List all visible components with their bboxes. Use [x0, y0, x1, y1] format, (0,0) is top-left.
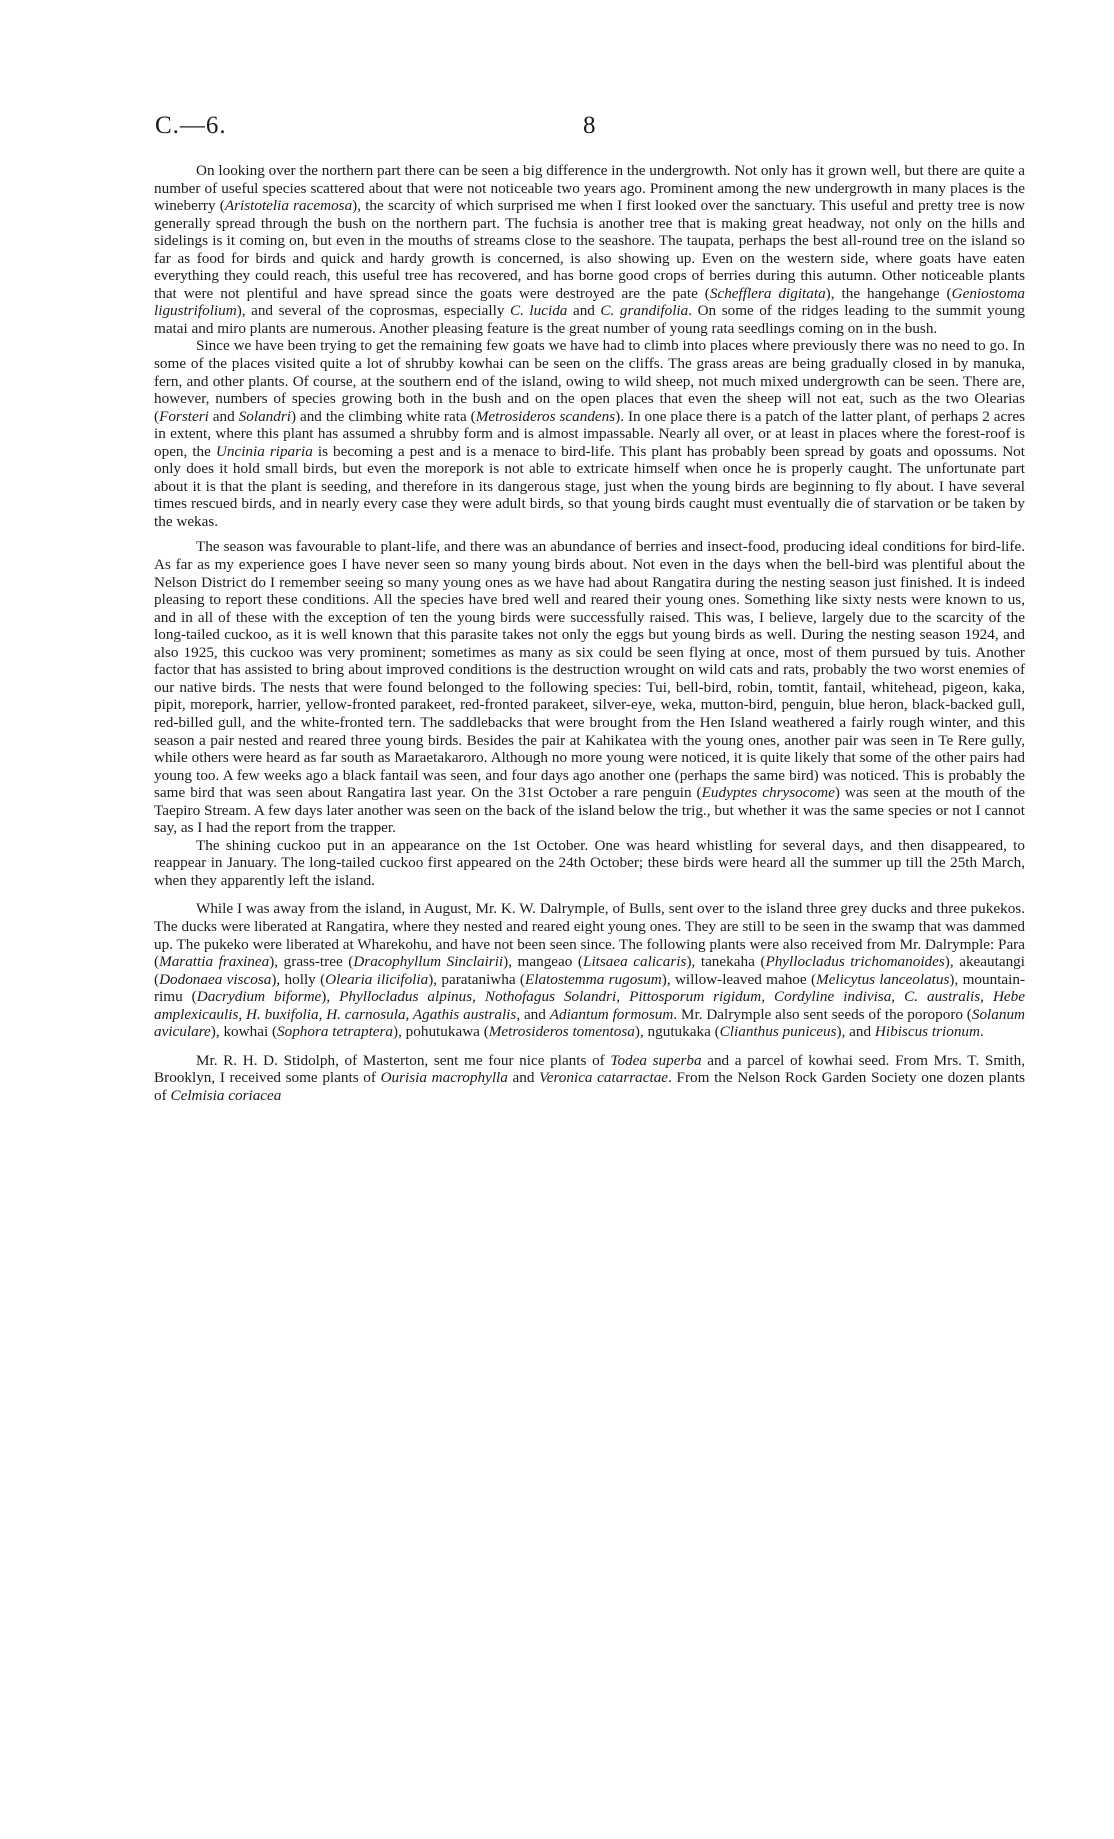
paragraph [154, 900, 1025, 1040]
italic-text: Phyllocladus trichomanoides [765, 953, 945, 971]
text-run: , and [516, 1005, 550, 1023]
text-run: . From the Nelson Rock Garden Society one dozen plants of [154, 1069, 1025, 1104]
text-run: ), ngutukaka ( [634, 1023, 720, 1041]
italic-text: Metrosideros scandens [475, 407, 616, 425]
italic-text: Solanum aviculare [154, 1005, 1026, 1041]
paragraph [154, 162, 1025, 337]
text-run: ). In one place there is a patch of the latter plant, of perhaps 2 acres in extent, where this plant has assumed a shrubby form and is almost impassable. Nearly all over, or at least in places where the forest-roof is open, the [154, 407, 1025, 460]
italic-text: Litsaea calicaris [583, 953, 687, 971]
text-run: . [979, 1023, 984, 1041]
text-run: Mr. R. H. D. Stidolph, of Masterton, sent me four nice plants of [196, 1051, 611, 1069]
text-run: is becoming a pest and is a menace to bird-life. This plant has probably been spread by goats and opossums. Not only does it hold small birds, but even the morepork is not able to extricate himself when once he is properly caught. The unfortunate part about it is that the plant is seeding, and therefore in its dangerous stage, just when the young birds are beginning to fly about. I have several times rescued birds, and in nearly every case they were adult birds, so that young birds caught must eventually die of starvation or be taken by the wekas. [154, 442, 1025, 530]
italic-text: Solandri [238, 407, 291, 425]
text-run: ) was seen at the mouth of the Taepiro Stream. A few days later another was seen on the back of the island below the trig., but whether it was the same species or not I cannot say, as I had the report from the trapper. [154, 784, 1025, 837]
text-run: ), kowhai ( [210, 1023, 278, 1041]
text-run: . Mr. Dalrymple also sent seeds of the poroporo ( [673, 1005, 972, 1023]
italic-text: Olearia ilicifolia [325, 970, 429, 988]
text-run: ) and the climbing white rata ( [290, 407, 476, 425]
italic-text: Dacrydium biforme [196, 988, 322, 1006]
italic-text: Aristotelia racemosa [224, 197, 353, 215]
text-run: On looking over the northern part there can be seen a big difference in the undergrowth. Not only has it grown well, but there are quite a number of useful species scattered about that were not noticeable two years ago. Prominent among the new undergrowth in many places is the wineberry ( [154, 162, 1025, 215]
italic-text: Forsteri [159, 407, 209, 425]
italic-text: Ourisia macrophylla [380, 1069, 508, 1087]
text-run: ), and [836, 1023, 875, 1041]
text-run: ), the scarcity of which surprised me when I first looked over the sanctuary. This useful and pretty tree is now generally spread through the bush on the northern part. The fuchsia is another tree that is making great headway, not only on the hills and sidelings is it coming on, but even in the mouths of streams close to the seashore. The taupata, perhaps the best all-round tree on the island so far as food for birds and quick and hardy growth is concerned, is also showing up. Even on the western side, where goats have eaten everything they could reach, this useful tree has recovered, and has borne good crops of berries during this autumn. Other noticeable plants that were not plentiful and have spread since the goats were destroyed are the pate ( [154, 197, 1025, 302]
italic-text: Phyllocladus alpinus, Nothofagus Solandri, Pittosporum rigidum, Cordyline indivisa, C. australis, Hebe amplexicaulis, H. buxifolia, H. carnosula, Agathis australis [154, 988, 1025, 1023]
italic-text: C. lucida [509, 302, 568, 320]
document-reference: C.—6. [155, 112, 227, 139]
text-run: ), akeautangi ( [154, 953, 1025, 988]
text-run: ), tanekaha ( [686, 953, 766, 971]
italic-text: Hibiscus trionum [874, 1023, 980, 1041]
page-number: 8 [583, 112, 596, 139]
text-run: ), willow-leaved mahoe ( [661, 970, 817, 988]
italic-text: Eudyptes chrysocome [701, 784, 835, 802]
italic-text: Elatostemma rugosum [524, 970, 662, 988]
italic-text: Veronica catarractae [539, 1069, 669, 1087]
text-run: ), parataniwha ( [428, 970, 525, 988]
italic-text: Geniostoma ligustrifolium [154, 284, 1026, 320]
text-run: and a parcel of kowhai seed. From Mrs. T. Smith, Brooklyn, I received some plants of [154, 1051, 1025, 1087]
italic-text: C. grandifolia [600, 302, 689, 320]
text-run: ), mountain-rimu ( [154, 970, 1026, 1006]
paragraph [154, 837, 1025, 890]
italic-text: Clianthus puniceus [719, 1023, 837, 1041]
italic-text: Marattia fraxinea [159, 953, 270, 971]
paragraph [154, 1052, 1025, 1105]
paragraph [154, 337, 1025, 530]
text-run: ), holly ( [271, 970, 326, 988]
text-run: ), grass-tree ( [269, 953, 354, 971]
italic-text: Uncinia riparia [215, 442, 313, 460]
text-run: The season was favourable to plant-life, and there was an abundance of berries and insect-food, producing ideal conditions for bird-life. As far as my experience goes I have never seen so many young birds about. Not even in the days when the bell-bird was plentiful about the Nelson District do I remember seeing so many young ones as we have had about Rangatira during the nesting season just finished. It is indeed pleasing to report these conditions. All the species have bred well and reared their young ones. Something like sixty nests were known to us, and in all of these with the exception of ten the young birds were successfully raised. This was, I believe, largely due to the scarcity of the long-tailed cuckoo, as it is well known that this parasite takes not only the eggs but young birds as well. During the nesting season 1924, and also 1925, this cuckoo was very prominent; sometimes as many as six could be seen flying at once, most of them pursued by tuis. Another factor that has assisted to bring about improved conditions is the destruction wrought on wild cats and rats, probably the two worst enemies of our native birds. The nests that were found belonged to the following species: Tui, bell-bird, robin, tomtit, fantail, whitehead, pigeon, kaka, pipit, morepork, harrier, yellow-fronted parakeet, red-fronted parakeet, silver-eye, weka, mutton-bird, penguin, blue heron, black-backed gull, red-billed gull, and the white-fronted tern. The saddlebacks that were brought from the Hen Island weathered a fairly rough winter, and this season a pair nested and reared three young birds. Besides the pair at Kahikatea with the young ones, another pair was seen in Te Rere gully, while others were heard as far south as Maraetakaroro. Although no more young were noticed, it is quite likely that some of the other pairs had young too. A few weeks ago a black fantail was seen, and four days ago another one (perhaps the same bird) was noticed. This is probably the same bird that was seen about Rangatira last year. On the 31st October a rare penguin ( [154, 538, 1025, 802]
text-run: and [567, 302, 601, 320]
text-run: Since we have been trying to get the remaining few goats we have had to climb into places where previously there was no need to go. In some of the places visited quite a lot of shrubby kowhai can be seen on the cliffs. The grass areas are being gradually closed in by manuka, fern, and other plants. Of course, at the southern end of the island, owing to wild sheep, not much mixed undergrowth can be seen. There are, however, numbers of species growing both in the bush and on the open places that even the sheep will not eat, such as the two Olearias ( [154, 337, 1025, 425]
text-run: The shining cuckoo put in an appearance on the 1st October. One was heard whistling for several days, and then disappeared, to reappear in January. The long-tailed cuckoo first appeared on the 24th October; these birds were heard all the summer up till the 25th March, when they apparently left the island. [154, 836, 1025, 889]
text-run: and [208, 407, 239, 425]
text-run: and [507, 1069, 540, 1087]
italic-text: Sophora tetraptera [277, 1023, 394, 1041]
italic-text: Dodonaea viscosa [159, 970, 272, 988]
text-run: ), the hangehange ( [825, 284, 952, 302]
text-run: ), and several of the coprosmas, especially [236, 302, 510, 320]
italic-text: Adiantum formosum [549, 1005, 674, 1023]
text-run: ), mangeao ( [503, 953, 583, 971]
italic-text: Dracophyllum Sinclairii [353, 953, 504, 971]
text-run: . On some of the ridges leading to the summit young matai and miro plants are numerous. Another pleasing feature is the great number of young rata seedlings coming on in the bush. [154, 302, 1026, 337]
body-text [154, 162, 1025, 1104]
paragraph [154, 538, 1025, 836]
text-run: While I was away from the island, in August, Mr. K. W. Dalrymple, of Bulls, sent over to the island three grey ducks and three pukekos. The ducks were liberated at Rangatira, where they nested and reared eight young ones. They are still to be seen in the swamp that was dammed up. The pukeko were liberated at Wharekohu, and have not been seen since. The following plants were also received from Mr. Dalrymple: Para ( [154, 900, 1025, 971]
italic-text: Celmisia coriacea [170, 1086, 282, 1104]
italic-text: Metrosideros tomentosa [488, 1023, 635, 1041]
italic-text: Melicytus lanceolatus [816, 970, 950, 988]
text-run: ), pohutukawa ( [393, 1023, 489, 1041]
italic-text: Schefflera digitata [709, 284, 826, 302]
text-run: ), [321, 988, 340, 1006]
italic-text: Todea superba [610, 1051, 702, 1069]
